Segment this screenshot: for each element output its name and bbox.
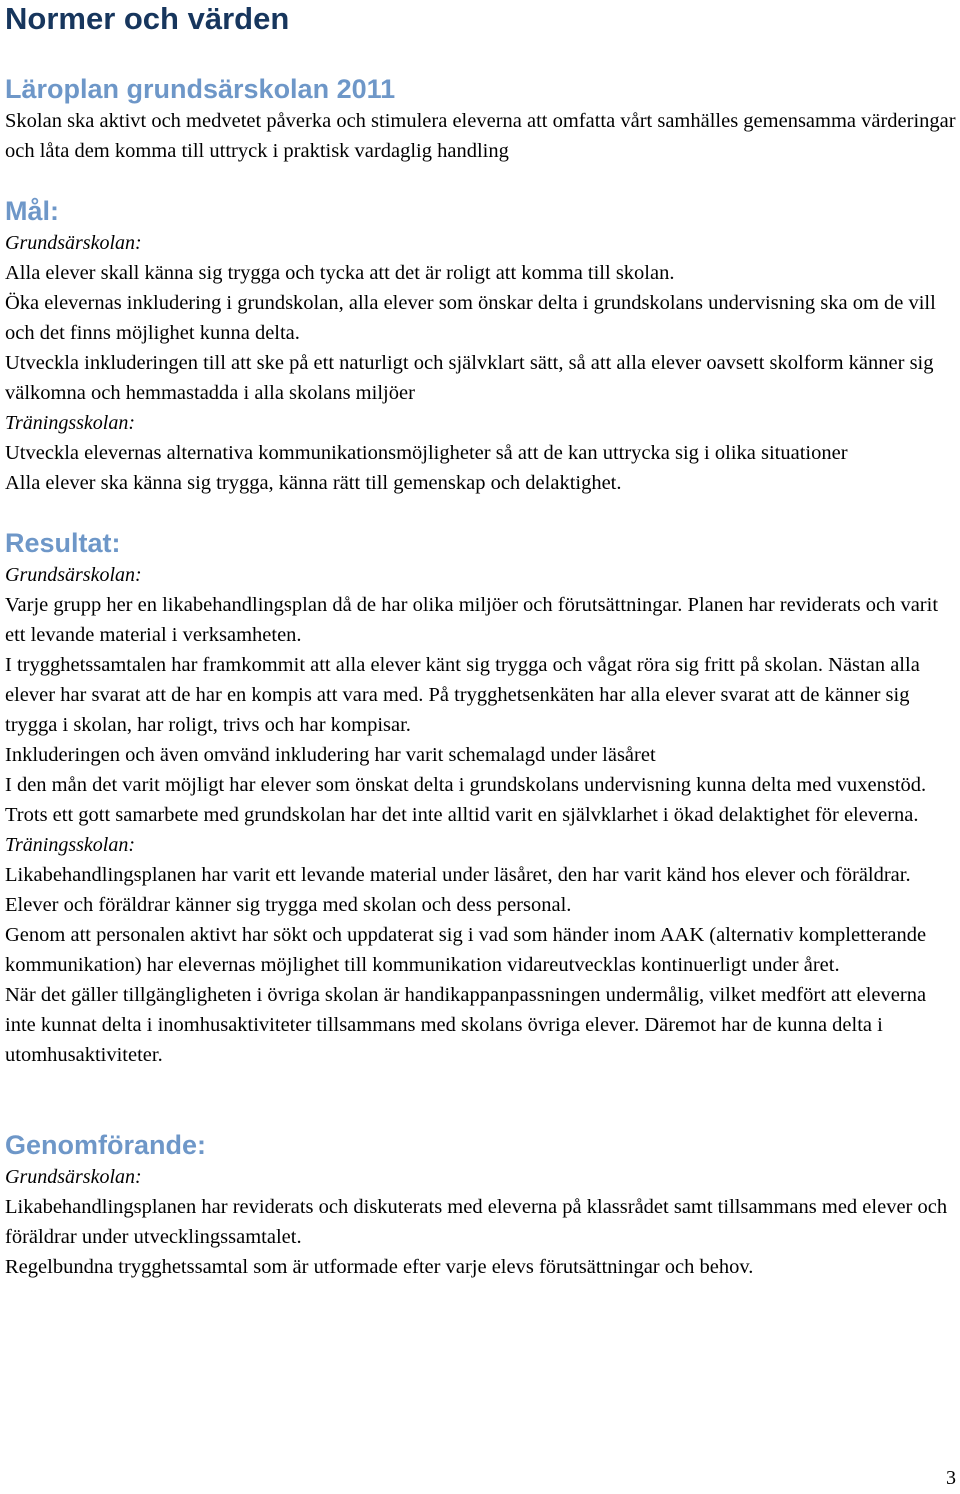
document-page (5, 0, 957, 1282)
spacer (5, 498, 957, 526)
implementation-paragraph: Regelbundna trygghetssamtal som är utformade efter varje elevs förutsättningar och behov. (5, 1256, 754, 1278)
implementation-paragraph: Likabehandlingsplanen har reviderats och diskuterats med eleverna på klassrådet samt tillsammans med elever och föräldrar under utvecklingssamtalet. (5, 1196, 948, 1248)
results-paragraph: I trygghetssamtalen har framkommit att alla elever känt sig trygga och vågat röra sig fritt på skolan. Nästan alla elever har svarat att de har en kompis att vara med. På trygghetsenkäten har alla elever svarat att de känner sig trygga i skolan, har roligt, trivs och har kompisar. (5, 654, 920, 736)
goals-grundsarskolan-label: Grundsärskolan: (5, 232, 142, 254)
goals-paragraph: Alla elever ska känna sig trygga, känna rätt till gemenskap och delaktighet. (5, 472, 622, 494)
spacer (5, 1070, 957, 1128)
goals-heading: Mål: (5, 196, 59, 226)
goals-traningsskolan-label: Träningsskolan: (5, 412, 136, 434)
results-paragraph: Genom att personalen aktivt har sökt och uppdaterat sig i vad som händer inom AAK (alternativ kompletterande kommunikation) har elevernas möjlighet till kommunikation vidareutvecklas kontinuerligt under året. (5, 924, 927, 976)
page-number: 3 (946, 1467, 956, 1489)
results-paragraph: I den mån det varit möjligt har elever som önskat delta i grundskolans undervisning kunna delta med vuxenstöd. (5, 774, 927, 796)
curriculum-text: Skolan ska aktivt och medvetet påverka och stimulera eleverna att omfatta vårt samhälles gemensamma värderingar och låta dem komma till uttryck i praktisk vardaglig handling (5, 110, 956, 162)
goals-paragraph: Alla elever skall känna sig trygga och tycka att det är roligt att komma till skolan. (5, 262, 675, 284)
results-paragraph: När det gäller tillgängligheten i övriga skolan är handikappanpassningen undermålig, vilket medfört att eleverna inte kunnat delta i inomhusaktiviteter tillsammans med skolans övriga elever. Däremot har de kunna delta i utomhusaktiviteter. (5, 984, 927, 1066)
implementation-heading: Genomförande: (5, 1130, 207, 1160)
results-paragraph: Inkluderingen och även omvänd inkludering har varit schemalagd under läsåret (5, 744, 656, 766)
goals-paragraph: Utveckla elevernas alternativa kommunikationsmöjligheter så att de kan uttrycka sig i olika situationer (5, 442, 848, 464)
results-grundsarskolan-label: Grundsärskolan: (5, 564, 142, 586)
results-heading: Resultat: (5, 528, 121, 558)
results-paragraph: Varje grupp her en likabehandlingsplan då de har olika miljöer och förutsättningar. Planen har reviderats och varit ett levande material i verksamheten. (5, 594, 939, 646)
implementation-grundsarskolan-label: Grundsärskolan: (5, 1166, 142, 1188)
spacer (5, 166, 957, 194)
page-title: Normer och värden (5, 1, 290, 36)
goals-paragraph: Utveckla inkluderingen till att ske på ett naturligt och självklart sätt, så att alla elever oavsett skolform känner sig välkomna och hemmastadda i alla skolans miljöer (5, 352, 934, 404)
curriculum-heading: Läroplan grundsärskolan 2011 (5, 74, 396, 104)
results-paragraph: Likabehandlingsplanen har varit ett levande material under läsåret, den har varit känd hos elever och föräldrar. (5, 864, 911, 886)
spacer (5, 38, 957, 72)
results-paragraph: Trots ett gott samarbete med grundskolan har det inte alltid varit en självklarhet i ökad delaktighet för eleverna. (5, 804, 919, 826)
goals-paragraph: Öka elevernas inkludering i grundskolan, alla elever som önskar delta i grundskolans undervisning ska om de vill och det finns möjlighet kunna delta. (5, 292, 936, 344)
results-paragraph: Elever och föräldrar känner sig trygga med skolan och dess personal. (5, 894, 572, 916)
results-traningsskolan-label: Träningsskolan: (5, 834, 136, 856)
